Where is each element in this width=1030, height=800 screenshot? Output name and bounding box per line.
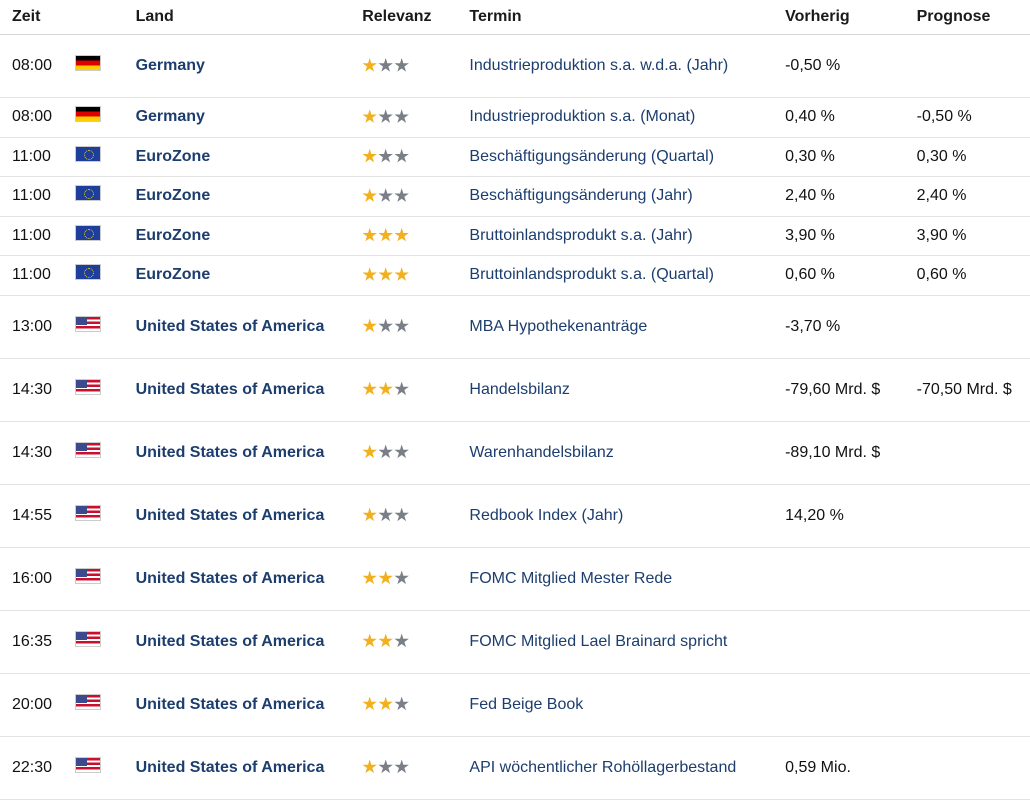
table-row[interactable] xyxy=(0,673,1030,736)
time-cell: 11:00 xyxy=(0,216,75,256)
forecast-value xyxy=(917,35,1030,98)
event-link[interactable]: Fed Beige Book xyxy=(469,695,584,713)
star-empty-icon xyxy=(378,188,393,203)
country-cell xyxy=(136,256,363,296)
table-row[interactable] xyxy=(0,295,1030,358)
star-empty-icon xyxy=(378,58,393,73)
country-link[interactable]: United States of America xyxy=(135,506,325,524)
previous-value: -79,60 Mrd. $ xyxy=(785,358,917,421)
table-row[interactable] xyxy=(0,137,1030,177)
flag-cell xyxy=(75,137,136,177)
forecast-value xyxy=(917,295,1030,358)
header-relevanz[interactable]: Relevanz xyxy=(362,0,469,35)
star-empty-icon xyxy=(394,319,409,334)
country-link[interactable]: EuroZone xyxy=(135,226,211,244)
star-filled-icon xyxy=(362,697,377,712)
time-cell: 22:30 xyxy=(0,736,75,799)
time-cell: 14:30 xyxy=(0,421,75,484)
header-prognose[interactable]: Prognose xyxy=(917,0,1030,35)
germany-flag-icon xyxy=(75,106,101,122)
forecast-value xyxy=(917,421,1030,484)
relevance-cell xyxy=(362,35,469,98)
previous-value: 14,20 % xyxy=(785,484,917,547)
forecast-value xyxy=(917,484,1030,547)
header-termin[interactable]: Termin xyxy=(469,0,785,35)
country-cell xyxy=(136,295,363,358)
event-cell xyxy=(469,673,785,736)
relevance-cell xyxy=(362,610,469,673)
usa-flag-icon xyxy=(75,694,101,710)
flag-cell xyxy=(75,98,136,138)
star-empty-icon xyxy=(378,109,393,124)
table-row[interactable] xyxy=(0,421,1030,484)
relevance-cell xyxy=(362,98,469,138)
eu-flag-icon xyxy=(75,264,101,280)
star-filled-icon xyxy=(378,571,393,586)
relevance-cell xyxy=(362,256,469,296)
event-link[interactable]: Bruttoinlandsprodukt s.a. (Jahr) xyxy=(469,226,693,244)
country-cell xyxy=(136,98,363,138)
event-cell xyxy=(469,177,785,217)
forecast-value xyxy=(917,736,1030,799)
flag-cell xyxy=(75,484,136,547)
star-empty-icon xyxy=(394,634,409,649)
event-cell xyxy=(469,98,785,138)
time-cell: 11:00 xyxy=(0,177,75,217)
relevance-stars xyxy=(362,228,409,243)
country-cell xyxy=(136,610,363,673)
star-filled-icon xyxy=(362,319,377,334)
event-link[interactable]: Industrieproduktion s.a. (Monat) xyxy=(469,108,696,126)
event-cell xyxy=(469,484,785,547)
table-row[interactable] xyxy=(0,98,1030,138)
country-cell xyxy=(136,35,363,98)
country-link[interactable]: United States of America xyxy=(135,695,325,713)
previous-value: 0,30 % xyxy=(785,137,917,177)
flag-cell xyxy=(75,610,136,673)
usa-flag-icon xyxy=(75,505,101,521)
usa-flag-icon xyxy=(75,379,101,395)
star-filled-icon xyxy=(394,267,409,282)
flag-cell xyxy=(75,673,136,736)
relevance-stars xyxy=(362,267,409,282)
event-cell xyxy=(469,358,785,421)
relevance-cell xyxy=(362,484,469,547)
star-filled-icon xyxy=(378,228,393,243)
relevance-stars xyxy=(362,188,409,203)
flag-cell xyxy=(75,177,136,217)
relevance-stars xyxy=(362,382,409,397)
flag-cell xyxy=(75,736,136,799)
country-cell xyxy=(136,216,363,256)
eu-flag-icon xyxy=(75,146,101,162)
previous-value: -89,10 Mrd. $ xyxy=(785,421,917,484)
country-cell xyxy=(136,177,363,217)
relevance-stars xyxy=(362,319,409,334)
star-filled-icon xyxy=(394,228,409,243)
star-filled-icon xyxy=(362,508,377,523)
previous-value: 0,40 % xyxy=(785,98,917,138)
country-link[interactable]: United States of America xyxy=(135,758,325,776)
event-link[interactable]: Beschäftigungsänderung (Jahr) xyxy=(469,187,693,205)
country-link[interactable]: United States of America xyxy=(135,380,325,398)
relevance-stars xyxy=(362,634,409,649)
event-cell xyxy=(469,736,785,799)
table-row[interactable] xyxy=(0,547,1030,610)
relevance-stars xyxy=(362,571,409,586)
table-row[interactable] xyxy=(0,358,1030,421)
relevance-stars xyxy=(362,508,409,523)
usa-flag-icon xyxy=(75,757,101,773)
time-cell: 14:30 xyxy=(0,358,75,421)
event-cell xyxy=(469,547,785,610)
country-cell xyxy=(136,137,363,177)
previous-value xyxy=(785,673,917,736)
event-link[interactable]: Industrieproduktion s.a. w.d.a. (Jahr) xyxy=(469,57,729,74)
time-cell: 08:00 xyxy=(0,98,75,138)
country-link[interactable]: Germany xyxy=(135,108,205,126)
usa-flag-icon xyxy=(75,442,101,458)
germany-flag-icon xyxy=(75,55,101,71)
relevance-cell xyxy=(362,673,469,736)
time-cell: 13:00 xyxy=(0,295,75,358)
star-filled-icon xyxy=(362,109,377,124)
country-link[interactable]: United States of America xyxy=(135,317,325,335)
forecast-value: 0,30 % xyxy=(917,137,1030,177)
table-row[interactable] xyxy=(0,177,1030,217)
event-cell xyxy=(469,421,785,484)
relevance-cell xyxy=(362,216,469,256)
event-cell xyxy=(469,137,785,177)
relevance-cell xyxy=(362,177,469,217)
relevance-stars xyxy=(362,149,409,164)
star-filled-icon xyxy=(362,571,377,586)
event-link[interactable]: FOMC Mitglied Mester Rede xyxy=(469,569,673,587)
header-flag xyxy=(75,0,136,35)
event-link[interactable]: Beschäftigungsänderung (Quartal) xyxy=(469,147,715,165)
previous-value: 0,59 Mio. xyxy=(785,736,917,799)
country-link[interactable]: United States of America xyxy=(135,569,325,587)
time-cell: 14:55 xyxy=(0,484,75,547)
star-filled-icon xyxy=(362,58,377,73)
star-empty-icon xyxy=(394,697,409,712)
star-filled-icon xyxy=(362,760,377,775)
table-row[interactable] xyxy=(0,484,1030,547)
star-empty-icon xyxy=(378,760,393,775)
relevance-cell xyxy=(362,421,469,484)
previous-value: 3,90 % xyxy=(785,216,917,256)
event-link[interactable]: MBA Hypothekenanträge xyxy=(469,317,648,335)
previous-value: -3,70 % xyxy=(785,295,917,358)
forecast-value: 3,90 % xyxy=(917,216,1030,256)
event-cell xyxy=(469,610,785,673)
relevance-stars xyxy=(362,58,409,73)
country-link[interactable]: EuroZone xyxy=(135,147,211,165)
star-empty-icon xyxy=(394,109,409,124)
table-row[interactable] xyxy=(0,256,1030,296)
country-cell xyxy=(136,547,363,610)
relevance-cell xyxy=(362,295,469,358)
star-empty-icon xyxy=(378,445,393,460)
country-link[interactable]: EuroZone xyxy=(135,187,211,205)
table-header-row xyxy=(0,0,1030,35)
forecast-value xyxy=(917,673,1030,736)
previous-value: -0,50 % xyxy=(785,35,917,98)
star-filled-icon xyxy=(378,382,393,397)
previous-value: 0,60 % xyxy=(785,256,917,296)
event-link[interactable]: Bruttoinlandsprodukt s.a. (Quartal) xyxy=(469,266,714,284)
star-empty-icon xyxy=(378,319,393,334)
star-filled-icon xyxy=(362,228,377,243)
previous-value: 2,40 % xyxy=(785,177,917,217)
relevance-cell xyxy=(362,137,469,177)
event-link[interactable]: Handelsbilanz xyxy=(469,380,570,398)
usa-flag-icon xyxy=(75,568,101,584)
country-link[interactable]: United States of America xyxy=(135,632,325,650)
flag-cell xyxy=(75,421,136,484)
time-cell: 20:00 xyxy=(0,673,75,736)
star-filled-icon xyxy=(378,267,393,282)
star-empty-icon xyxy=(394,508,409,523)
country-cell xyxy=(136,736,363,799)
time-cell: 16:35 xyxy=(0,610,75,673)
forecast-value: -0,50 % xyxy=(917,98,1030,138)
star-empty-icon xyxy=(378,508,393,523)
event-cell xyxy=(469,295,785,358)
usa-flag-icon xyxy=(75,631,101,647)
country-cell xyxy=(136,421,363,484)
time-cell: 08:00 xyxy=(0,35,75,98)
forecast-value xyxy=(917,610,1030,673)
eu-flag-icon xyxy=(75,225,101,241)
star-empty-icon xyxy=(394,149,409,164)
table-row[interactable] xyxy=(0,216,1030,256)
relevance-stars xyxy=(362,109,409,124)
star-filled-icon xyxy=(362,149,377,164)
country-cell xyxy=(136,358,363,421)
flag-cell xyxy=(75,547,136,610)
time-cell: 11:00 xyxy=(0,256,75,296)
header-vorherig[interactable]: Vorherig xyxy=(785,0,917,35)
star-empty-icon xyxy=(394,58,409,73)
flag-cell xyxy=(75,358,136,421)
previous-value xyxy=(785,610,917,673)
country-link[interactable]: United States of America xyxy=(135,443,325,461)
star-empty-icon xyxy=(394,571,409,586)
event-cell xyxy=(469,256,785,296)
star-empty-icon xyxy=(394,382,409,397)
star-filled-icon xyxy=(378,634,393,649)
event-link[interactable]: API wöchentlicher Rohöllagerbestand xyxy=(469,758,737,776)
previous-value xyxy=(785,547,917,610)
star-empty-icon xyxy=(378,149,393,164)
star-filled-icon xyxy=(362,634,377,649)
table-row[interactable] xyxy=(0,736,1030,799)
table-row[interactable] xyxy=(0,610,1030,673)
forecast-value xyxy=(917,547,1030,610)
event-link[interactable]: FOMC Mitglied Lael Brainard spricht xyxy=(469,632,728,650)
star-filled-icon xyxy=(362,382,377,397)
star-filled-icon xyxy=(378,697,393,712)
star-filled-icon xyxy=(362,188,377,203)
eu-flag-icon xyxy=(75,185,101,201)
event-link[interactable]: Warenhandelsbilanz xyxy=(469,443,614,461)
flag-cell xyxy=(75,256,136,296)
relevance-stars xyxy=(362,760,409,775)
star-empty-icon xyxy=(394,188,409,203)
header-land[interactable]: Land xyxy=(136,0,363,35)
relevance-cell xyxy=(362,736,469,799)
star-empty-icon xyxy=(394,445,409,460)
flag-cell xyxy=(75,35,136,98)
table-row[interactable] xyxy=(0,35,1030,98)
forecast-value: 0,60 % xyxy=(917,256,1030,296)
star-filled-icon xyxy=(362,445,377,460)
country-cell xyxy=(136,673,363,736)
relevance-cell xyxy=(362,358,469,421)
flag-cell xyxy=(75,295,136,358)
time-cell: 11:00 xyxy=(0,137,75,177)
country-cell xyxy=(136,484,363,547)
header-zeit[interactable]: Zeit xyxy=(0,0,75,35)
event-link[interactable]: Redbook Index (Jahr) xyxy=(469,506,624,524)
star-empty-icon xyxy=(394,760,409,775)
star-filled-icon xyxy=(362,267,377,282)
forecast-value: 2,40 % xyxy=(917,177,1030,217)
flag-cell xyxy=(75,216,136,256)
country-link[interactable]: Germany xyxy=(135,57,205,74)
relevance-cell xyxy=(362,547,469,610)
country-link[interactable]: EuroZone xyxy=(135,266,211,284)
usa-flag-icon xyxy=(75,316,101,332)
forecast-value: -70,50 Mrd. $ xyxy=(917,358,1030,421)
event-cell xyxy=(469,216,785,256)
event-cell xyxy=(469,35,785,98)
relevance-stars xyxy=(362,697,409,712)
relevance-stars xyxy=(362,445,409,460)
time-cell: 16:00 xyxy=(0,547,75,610)
